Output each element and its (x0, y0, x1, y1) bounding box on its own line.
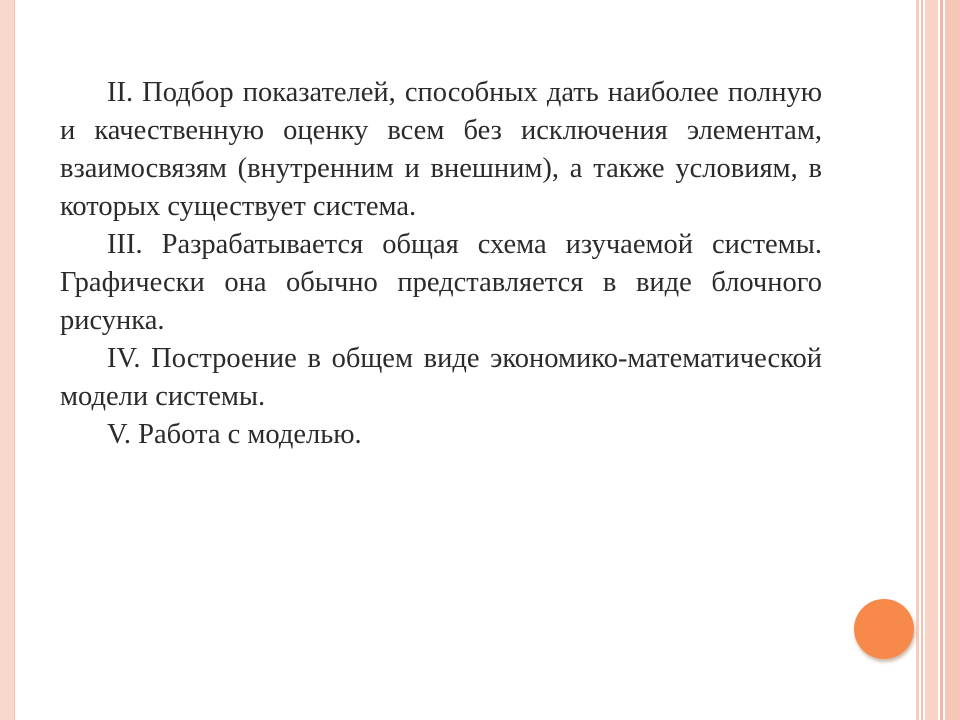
right-border-decoration (916, 0, 960, 720)
right-border-stripe (940, 0, 943, 720)
right-border-stripe (945, 0, 960, 720)
paragraph-step-2: II. Подбор показателей, способных дать наиболее полную и качественную оценку всем без исключения элементам, взаимосвязям (внутренним и внешним), а также условиям, в которых существует система. (60, 77, 822, 222)
left-border-decoration (0, 0, 15, 720)
right-border-stripe (921, 0, 923, 720)
right-border-stripe (925, 0, 938, 720)
paragraph-step-5: V. Работа с моделью. (107, 419, 362, 450)
orange-circle-icon (854, 599, 914, 659)
paragraph-step-3: III. Разрабатывается общая схема изучаемой системы. Графически она обычно представляется в виде блочного рисунка. (60, 229, 822, 336)
paragraph-step-4: IV. Построение в общем виде экономико-математической модели системы. (60, 343, 822, 412)
slide-body-text (60, 74, 822, 454)
right-border-stripe (916, 0, 919, 720)
